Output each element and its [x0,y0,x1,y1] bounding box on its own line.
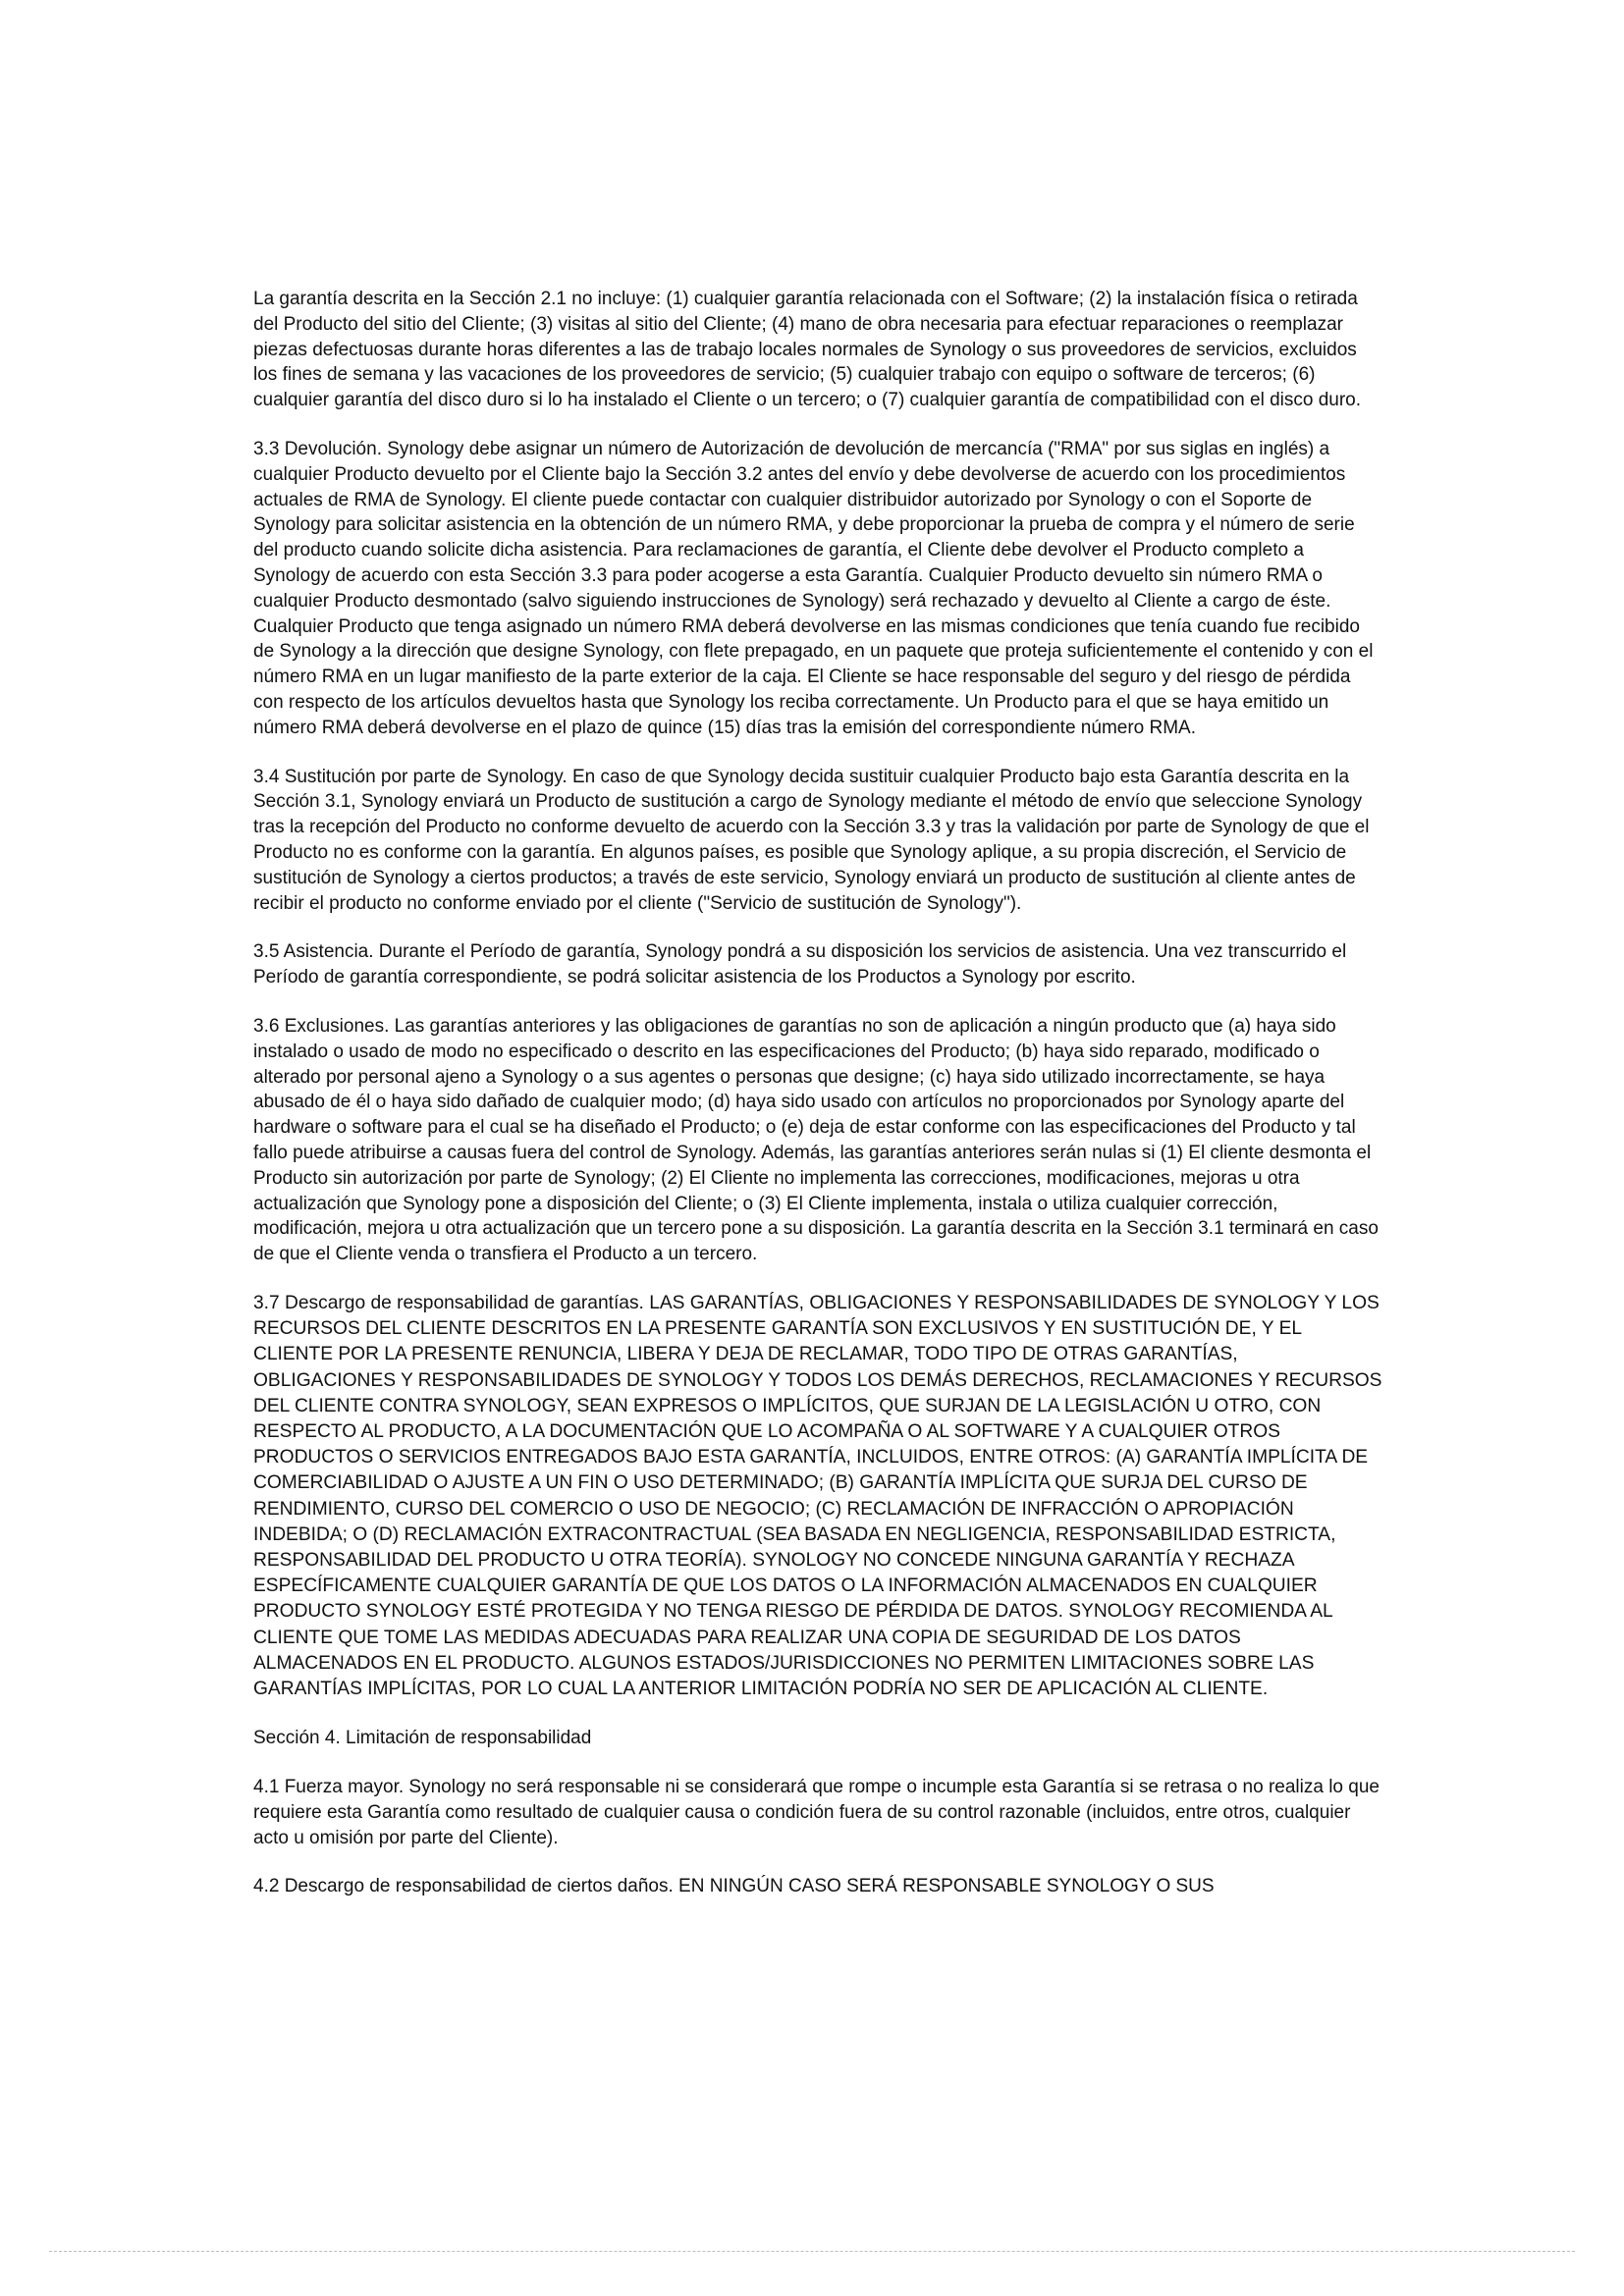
paragraph-4-1-fuerza-mayor: 4.1 Fuerza mayor. Synology no será responsable ni se considerará que rompe o incumple esta Garantía si se retrasa o no realiza lo que requiere esta Garantía como resultado de cualquier causa o condición fuera de su control razonable (incluidos, entre otros, cualquier acto u omisión por parte del Cliente). [253,1776,1380,1848]
paragraph-3-4-sustitucion: 3.4 Sustitución por parte de Synology. En caso de que Synology decida sustituir cualquier Producto bajo esta Garantía descrita en la Sección 3.1, Synology enviará un Producto de sustitución a cargo de Synology mediante el método de envío que seleccione Synology tras la recepción del Producto no conforme devuelto de acuerdo con la Sección 3.3 y tras la validación por parte de Synology de que el Producto no es conforme con la garantía. En algunos países, es posible que Synology aplique, a su propia discreción, el Servicio de sustitución de Synology a ciertos productos; a través de este servicio, Synology enviará un producto de sustitución al cliente antes de recibir el producto no conforme enviado por el cliente ("Servicio de sustitución de Synology"). [253,766,1370,914]
document-body [253,287,1382,1923]
paragraph-3-7-descargo: 3.7 Descargo de responsabilidad de garantías. LAS GARANTÍAS, OBLIGACIONES Y RESPONSABILIDADES DE SYNOLOGY Y LOS RECURSOS DEL CLIENTE DESCRITOS EN LA PRESENTE GARANTÍA SON EXCLUSIVOS Y EN SUSTITUCIÓN DE, Y EL CLIENTE POR LA PRESENTE RENUNCIA, LIBERA Y DEJA DE RECLAMAR, TODO TIPO DE OTRAS GARANTÍAS, OBLIGACIONES Y RESPONSABILIDADES DE SYNOLOGY Y TODOS LOS DEMÁS DERECHOS, RECLAMACIONES Y RECURSOS DEL CLIENTE CONTRA SYNOLOGY, SEAN EXPRESOS O IMPLÍCITOS, QUE SURJAN DE LA LEGISLACIÓN U OTRO, CON RESPECTO AL PRODUCTO, A LA DOCUMENTACIÓN QUE LO ACOMPAÑA O AL SOFTWARE Y A CUALQUIER OTROS PRODUCTOS O SERVICIOS ENTREGADOS BAJO ESTA GARANTÍA, INCLUIDOS, ENTRE OTROS: (A) GARANTÍA IMPLÍCITA DE COMERCIABILIDAD O AJUSTE A UN FIN O USO DETERMINADO; (B) GARANTÍA IMPLÍCITA QUE SURJA DEL CURSO DE RENDIMIENTO, CURSO DEL COMERCIO O USO DE NEGOCIO; (C) RECLAMACIÓN DE INFRACCIÓN O APROPIACIÓN INDEBIDA; O (D) RECLAMACIÓN EXTRACONTRACTUAL (SEA BASADA EN NEGLIGENCIA, RESPONSABILIDAD ESTRICTA, RESPONSABILIDAD DEL PRODUCTO U OTRA TEORÍA). SYNOLOGY NO CONCEDE NINGUNA GARANTÍA Y RECHAZA ESPECÍFICAMENTE CUALQUIER GARANTÍA DE QUE LOS DATOS O LA INFORMACIÓN ALMACENADOS EN CUALQUIER PRODUCTO SYNOLOGY ESTÉ PROTEGIDA Y NO TENGA RIESGO DE PÉRDIDA DE DATOS. SYNOLOGY RECOMIENDA AL CLIENTE QUE TOME LAS MEDIDAS ADECUADAS PARA REALIZAR UNA COPIA DE SEGURIDAD DE LOS DATOS ALMACENADOS EN EL PRODUCTO. ALGUNOS ESTADOS/JURISDICCIONES NO PERMITEN LIMITACIONES SOBRE LAS GARANTÍAS IMPLÍCITAS, POR LO CUAL LA ANTERIOR LIMITACIÓN PODRÍA NO SER DE APLICACIÓN AL CLIENTE. [253,1292,1382,1699]
section-4-heading: Sección 4. Limitación de responsabilidad [253,1728,592,1749]
page-bottom-rule [49,2251,1575,2252]
paragraph-3-5-asistencia: 3.5 Asistencia. Durante el Período de garantía, Synology pondrá a su disposición los servicios de asistencia. Una vez transcurrido el Período de garantía correspondiente, se podrá solicitar asistencia de los Productos a Synology por escrito. [253,941,1347,988]
paragraph-3-6-exclusiones: 3.6 Exclusiones. Las garantías anteriores y las obligaciones de garantías no son de aplicación a ningún producto que (a) haya sido instalado o usado de modo no especificado o descrito en las especificaciones del Producto; (b) haya sido reparado, modificado o alterado por personal ajeno a Synology o a sus agentes o personas que designe; (c) haya sido utilizado incorrectamente, se haya abusado de él o haya sido dañado de cualquier modo; (d) haya sido usado con artículos no proporcionados por Synology aparte del hardware o software para el cual se ha diseñado el Producto; o (e) deja de estar conforme con las especificaciones del Producto y tal fallo puede atribuirse a causas fuera del control de Synology. Además, las garantías anteriores serán nulas si (1) El cliente desmonta el Producto sin autorización por parte de Synology; (2) El Cliente no implementa las correcciones, modificaciones, mejoras u otra actualización que Synology pone a disposición del Cliente; o (3) El Cliente implementa, instala o utiliza cualquier corrección, modificación, mejora u otra actualización que un tercero pone a su disposición. La garantía descrita en la Sección 3.1 terminará en caso de que el Cliente venda o transfiera el Producto a un tercero. [253,1015,1379,1265]
paragraph-4-2-descargo: 4.2 Descargo de responsabilidad de ciertos daños. EN NINGÚN CASO SERÁ RESPONSABLE SYNOLOGY O SUS [253,1876,1215,1897]
paragraph-warranty-exclusions-intro: La garantía descrita en la Sección 2.1 no incluye: (1) cualquier garantía relacionada con el Software; (2) la instalación física o retirada del Producto del sitio del Cliente; (3) visitas al sitio del Cliente; (4) mano de obra necesaria para efectuar reparaciones o reemplazar piezas defectuosas durante horas diferentes a las de trabajo locales normales de Synology o sus proveedores de servicios, excluidos los fines de semana y las vacaciones de los proveedores de servicio; (5) cualquier trabajo con equipo o software de terceros; (6) cualquier garantía del disco duro si lo ha instalado el Cliente o un tercero; o (7) cualquier garantía de compatibilidad con el disco duro. [253,289,1362,411]
paragraph-3-3-devolucion: 3.3 Devolución. Synology debe asignar un número de Autorización de devolución de mercancía ("RMA" por sus siglas en inglés) a cualquier Producto devuelto por el Cliente bajo la Sección 3.2 antes del envío y debe devolverse de acuerdo con los procedimientos actuales de RMA de Synology. El cliente puede contactar con cualquier distribuidor autorizado por Synology o con el Soporte de Synology para solicitar asistencia en la obtención de un número RMA, y debe proporcionar la prueba de compra y el número de serie del producto cuando solicite dicha asistencia. Para reclamaciones de garantía, el Cliente debe devolver el Producto completo a Synology de acuerdo con esta Sección 3.3 para poder acogerse a esta Garantía. Cualquier Producto devuelto sin número RMA o cualquier Producto desmontado (salvo siguiendo instrucciones de Synology) será rechazado y devuelto al Cliente a cargo de éste. Cualquier Producto que tenga asignado un número RMA deberá devolverse en las mismas condiciones que tenía cuando fue recibido de Synology a la dirección que designe Synology, con flete prepagado, en un paquete que proteja suficientemente el contenido y con el número RMA en un lugar manifiesto de la parte exterior de la caja. El Cliente se hace responsable del seguro y del riesgo de pérdida con respecto de los artículos devueltos hasta que Synology los reciba correctamente. Un Producto para el que se haya emitido un número RMA deberá devolverse en el plazo de quince (15) días tras la emisión del correspondiente número RMA. [253,438,1374,738]
